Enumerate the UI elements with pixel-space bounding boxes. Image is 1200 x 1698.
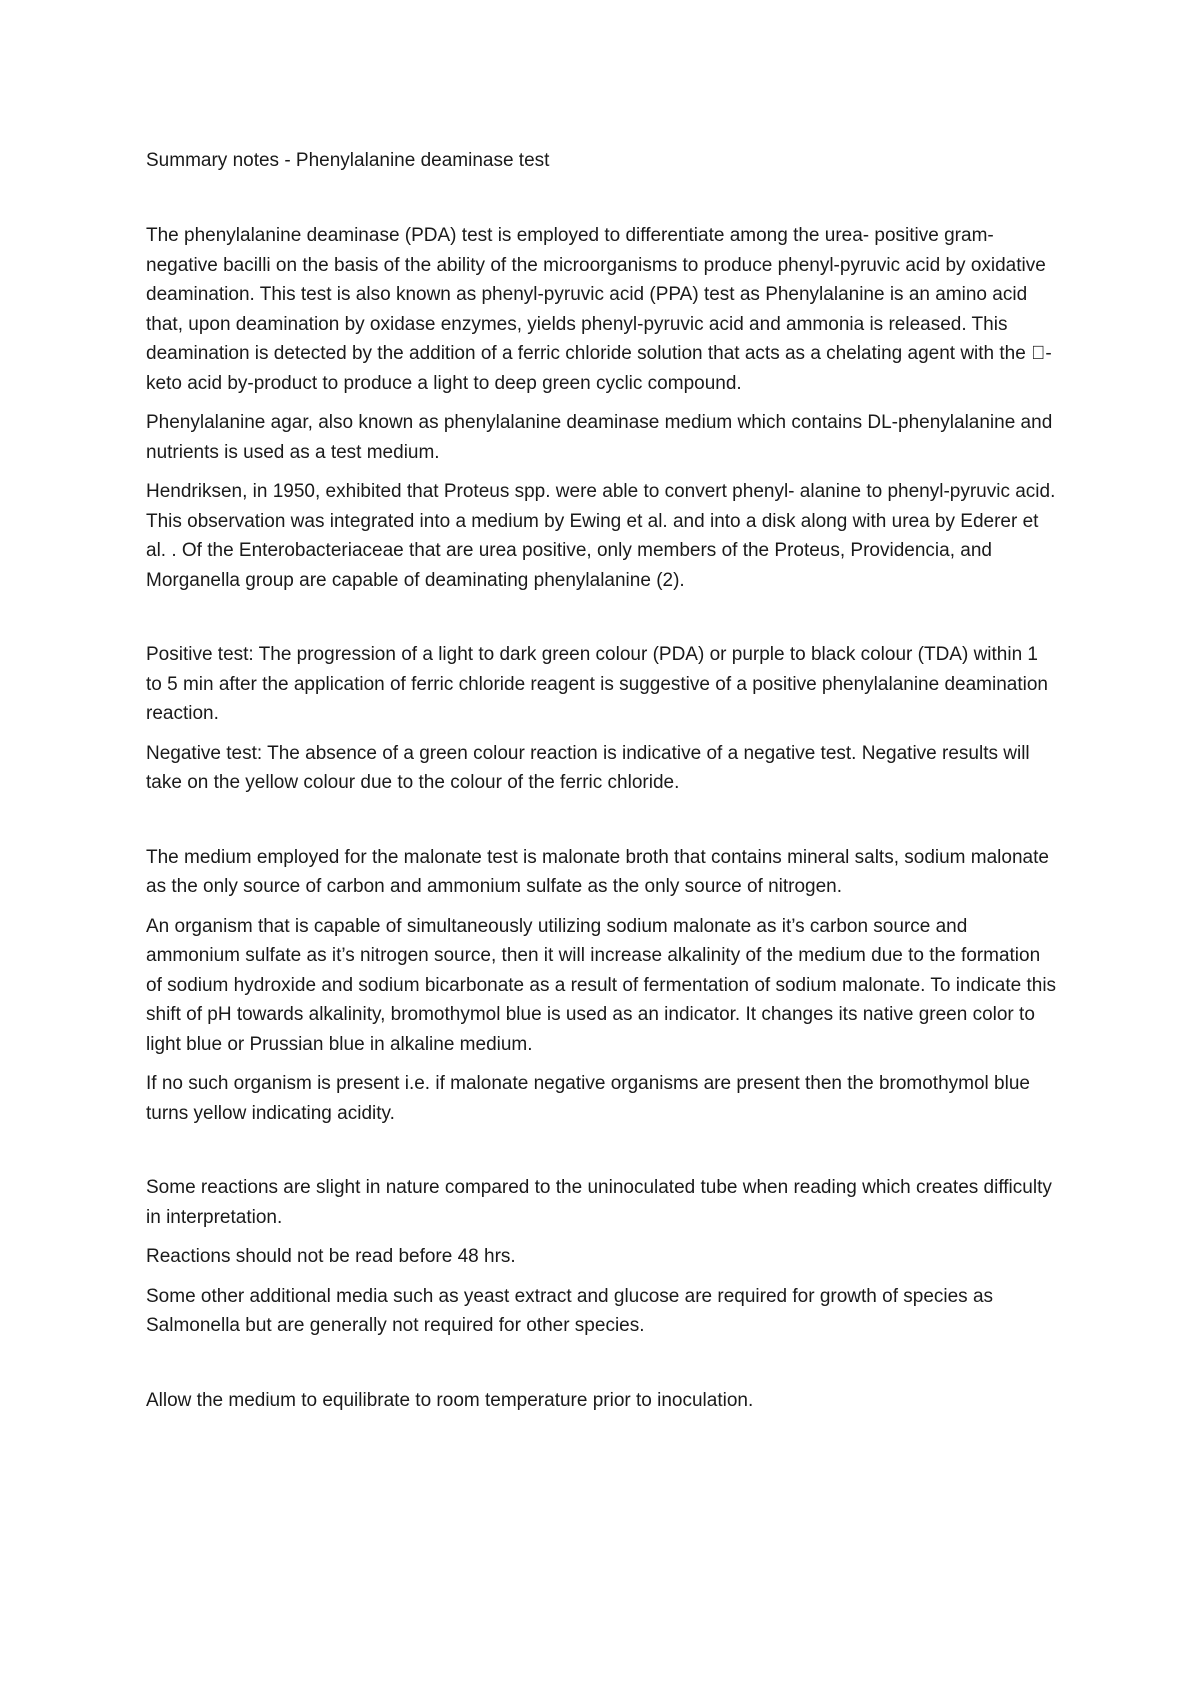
paragraph-pda-intro: The phenylalanine deaminase (PDA) test is employed to differentiate among the urea- positive gram-negative bacilli on the basis of the ability of the microorganisms to produce phenyl-pyruvic acid by oxidative deamination. This test is also known as phenyl-pyruvic acid (PPA) test as Phenylalanine is an amino acid that, upon deamination by oxidase enzymes, yields phenyl-pyruvic acid and ammonia is released. This deamination is detected by the addition of a ferric chloride solution that acts as a chelating agent with the  -keto acid by-product to produce a light to deep green cyclic compound. [146, 225, 1052, 394]
paragraph-malonate-medium: The medium employed for the malonate test is malonate broth that contains mineral salts, sodium malonate as the only source of carbon and ammonium sulfate as the only source of nitrogen. [146, 846, 1049, 897]
paragraph-positive-test: Positive test: The progression of a light to dark green colour (PDA) or purple to black colour (TDA) within 1 to 5 min after the application of ferric chloride reagent is suggestive of a positive phenylalanine deamination reaction. [146, 644, 1048, 724]
document-body [146, 146, 1058, 1425]
paragraph-read-time: Reactions should not be read before 48 hrs. [146, 1246, 516, 1267]
paragraph-slight-reactions: Some reactions are slight in nature compared to the uninoculated tube when reading which creates difficulty in interpretation. [146, 1177, 1052, 1228]
paragraph-phenylalanine-agar: Phenylalanine agar, also known as phenylalanine deaminase medium which contains DL-phenylalanine and nutrients is used as a test medium. [146, 412, 1053, 463]
paragraph-malonate-organism: An organism that is capable of simultaneously utilizing sodium malonate as it’s carbon source and ammonium sulfate as it’s nitrogen source, then it will increase alkalinity of the medium due to the formation of sodium hydroxide and sodium bicarbonate as a result of fermentation of sodium malonate. To indicate this shift of pH towards alkalinity, bromothymol blue is used as an indicator. It changes its native green color to light blue or Prussian blue in alkaline medium. [146, 915, 1057, 1055]
paragraph-hendriksen: Hendriksen, in 1950, exhibited that Proteus spp. were able to convert phenyl- alanine to phenyl-pyruvic acid. This observation was integrated into a medium by Ewing et al. and into a disk along with urea by Ederer et al. . Of the Enterobacteriaceae that are urea positive, only members of the Proteus, Providencia, and Morganella group are capable of deaminating phenylalanine (2). [146, 481, 1056, 591]
paragraph-negative-test: Negative test: The absence of a green colour reaction is indicative of a negative test. Negative results will take on the yellow colour due to the colour of the ferric chloride. [146, 742, 1030, 793]
document-title: Summary notes - Phenylalanine deaminase test [146, 150, 550, 171]
paragraph-additional-media: Some other additional media such as yeast extract and glucose are required for growth of species as Salmonella but are generally not required for other species. [146, 1285, 994, 1336]
paragraph-equilibrate: Allow the medium to equilibrate to room temperature prior to inoculation. [146, 1389, 754, 1411]
paragraph-malonate-negative: If no such organism is present i.e. if malonate negative organisms are present then the bromothymol blue turns yellow indicating acidity. [146, 1073, 1030, 1124]
